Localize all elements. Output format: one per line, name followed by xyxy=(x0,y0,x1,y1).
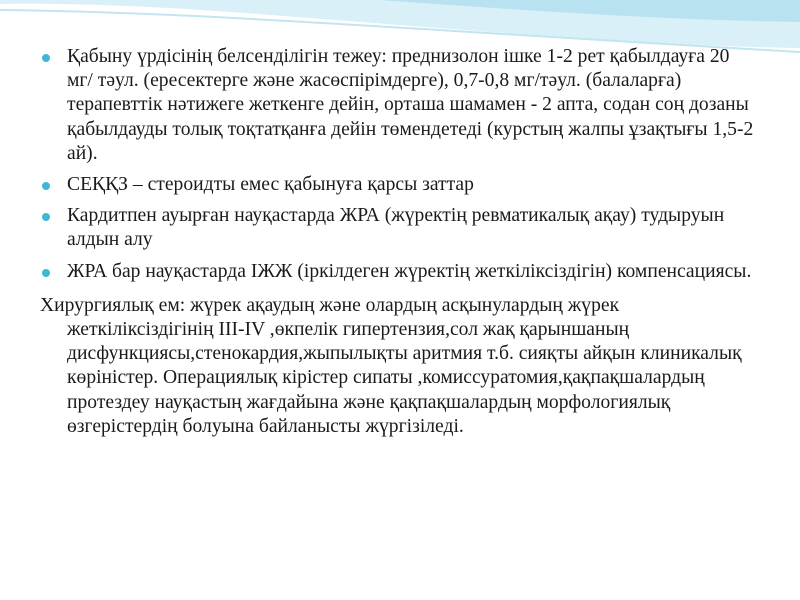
bullet-item-compensation xyxy=(40,260,760,284)
bullet-text: Кардитпен ауырған науқастарда ЖРА (жүректің ревматикалық ақау) тудыруын алдын алу xyxy=(67,205,725,251)
bullet-dot-icon xyxy=(42,54,50,62)
bullet-dot-icon xyxy=(42,269,50,277)
bullet-item-prevention xyxy=(40,204,760,252)
slide-content xyxy=(40,45,760,439)
bullet-text: Қабыну үрдісінің белсенділігін тежеу: преднизолон ішке 1-2 рет қабылдауға 20 мг/ тәул. (ересектерге және жасөспірімдерге), 0,7-0,8 мг/тәул. (балаларға) терапевттік нәтижеге жеткенге дейін, орташа шамамен - 2 апта, содан соң дозаны қабылдауды толық тоқтатқанға дейін төмендетеді (курстың жалпы ұзақтығы 1,5-2 ай). xyxy=(67,46,754,164)
surgical-treatment-paragraph: Хирургиялық ем: жүрек ақаудың және олардың асқынулардың жүрек жеткіліксіздігінің ІІІ-IV ,өкпелік гипертензия,сол жақ қарыншаның дисфункциясы,стенокардия,жыпылықты аритмия т.б. сияқты айқын клиникалық көріністер. Операциялық кірістер сипаты ,комиссуратомия,қақпақшалардың протездеу науқастың жағдайына және қақпақшалардың морфологиялық өзгерістердің болуына байланысты жүргізіледі. xyxy=(40,294,742,437)
bullet-dot-icon xyxy=(42,213,50,221)
bullet-item-nsaid xyxy=(40,173,760,197)
bullet-text: ЖРА бар науқастарда ІЖЖ (іркілдеген жүректің жеткіліксіздігін) компенсациясы. xyxy=(67,260,752,282)
bullet-item-prednisolone xyxy=(40,45,760,166)
bullet-list xyxy=(40,45,760,284)
bullet-text: СЕҚҚЗ – стероидты емес қабынуға қарсы заттар xyxy=(67,174,474,196)
bullet-dot-icon xyxy=(42,182,50,190)
